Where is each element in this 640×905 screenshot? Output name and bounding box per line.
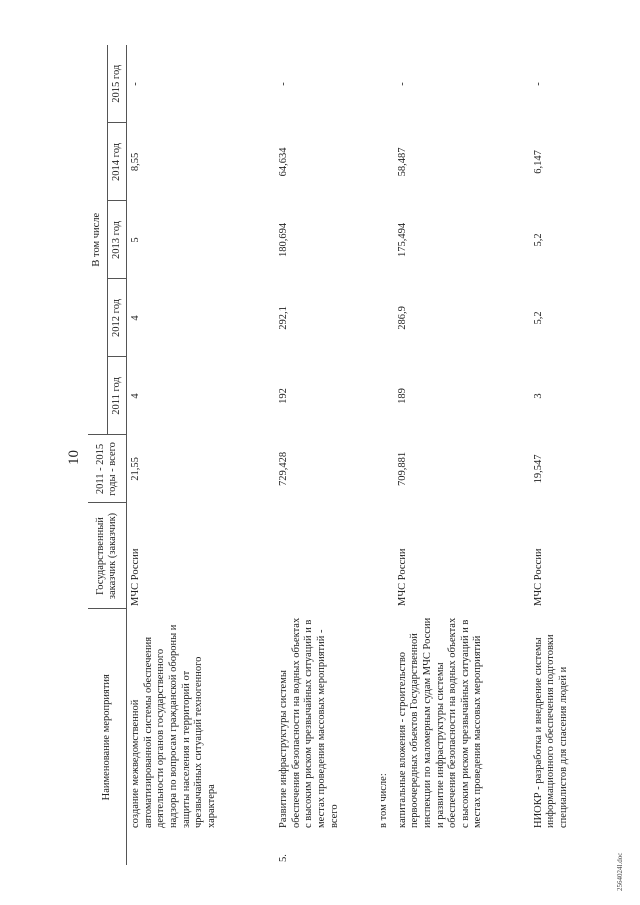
- customer-cell: [275, 503, 375, 609]
- year-cell: 8,55: [130, 152, 142, 172]
- table-row: [127, 45, 276, 865]
- year-cell: 180,694: [278, 222, 290, 258]
- header-year: 2013 год: [107, 201, 127, 279]
- row-number: [127, 831, 276, 865]
- year-cell: 286,9: [396, 306, 408, 330]
- activities-table: [88, 45, 574, 865]
- page-number: 10: [66, 450, 82, 465]
- customer-cell: МЧС России: [532, 548, 544, 606]
- header-year: 2015 год: [107, 45, 127, 123]
- year-cell: 5,2: [532, 233, 544, 247]
- header-customer: Государственный заказчик (заказчик): [88, 503, 127, 609]
- year-cell: 4: [130, 315, 142, 321]
- row-number: [375, 831, 394, 865]
- row-number: [530, 831, 574, 865]
- header-year: 2014 год: [107, 123, 127, 201]
- activity-name: НИОКР - разработка и внедрение системы информационного обеспечения подготовки специалистов для спасения людей и: [532, 634, 569, 828]
- activity-name: Развитие инфраструктуры системы обеспечения безопасности на водных объектах с высоким риском чрезвычайных ситуаций и в местах проведения массовых мероприятий - всего: [278, 617, 340, 828]
- table-row: [275, 45, 375, 865]
- customer-cell: МЧС России: [130, 548, 142, 606]
- activity-name: в том числе:: [378, 773, 390, 828]
- year-cell: [375, 45, 394, 123]
- table-row: [530, 45, 574, 865]
- total-cell: 19,547: [532, 454, 544, 484]
- year-cell: [375, 357, 394, 435]
- year-cell: 192: [278, 388, 290, 404]
- header-name: Наименование мероприятия: [88, 609, 127, 865]
- header-year: 2011 год: [107, 357, 127, 435]
- year-cell: 4: [130, 393, 142, 399]
- activity-name: создание межведомственной автоматизированной системы обеспечения деятельности органов государственного надзора по вопросам гражданской обороны и защиты населения и территорий от чрезвычайных ситуаций техногенного характера: [130, 624, 217, 828]
- year-cell: 6,147: [532, 150, 544, 174]
- file-footer: 2564024l.doc: [616, 852, 624, 891]
- row-number: 5.: [278, 854, 290, 862]
- total-cell: 21,55: [130, 457, 142, 481]
- year-cell: 5: [130, 237, 142, 243]
- year-cell: -: [130, 82, 142, 86]
- table-row: [375, 45, 394, 865]
- year-cell: 5,2: [532, 311, 544, 325]
- total-cell: 709,881: [396, 451, 408, 487]
- header-row-1: [88, 45, 107, 865]
- year-cell: 175,494: [396, 222, 408, 258]
- total-cell: [375, 435, 394, 503]
- row-number: [394, 831, 530, 865]
- year-cell: 64,634: [278, 147, 290, 177]
- customer-cell: МЧС России: [396, 548, 408, 606]
- header-including: В том числе: [88, 45, 107, 435]
- year-cell: 3: [532, 393, 544, 399]
- year-cell: -: [278, 82, 290, 86]
- year-cell: [375, 201, 394, 279]
- table-row: [394, 45, 530, 865]
- year-cell: -: [532, 82, 544, 86]
- year-cell: 58,487: [396, 147, 408, 177]
- header-total: 2011 - 2015 годы - всего: [88, 435, 127, 503]
- year-cell: [375, 123, 394, 201]
- total-cell: 729,428: [278, 451, 290, 487]
- year-cell: 189: [396, 388, 408, 404]
- customer-cell: [375, 503, 394, 609]
- year-cell: -: [396, 82, 408, 86]
- header-year: 2012 год: [107, 279, 127, 357]
- year-cell: 292,1: [278, 306, 290, 330]
- activity-name: капитальные вложения - строительство первоочередных объектов Государственной инспекции по маломерным судам МЧС России и развитие инфраструктуры системы обеспечения безопасности на водных объектах с высоким риском чрезвычайных ситуаций и в местах проведения массовых мероприятий: [396, 617, 484, 828]
- year-cell: [375, 279, 394, 357]
